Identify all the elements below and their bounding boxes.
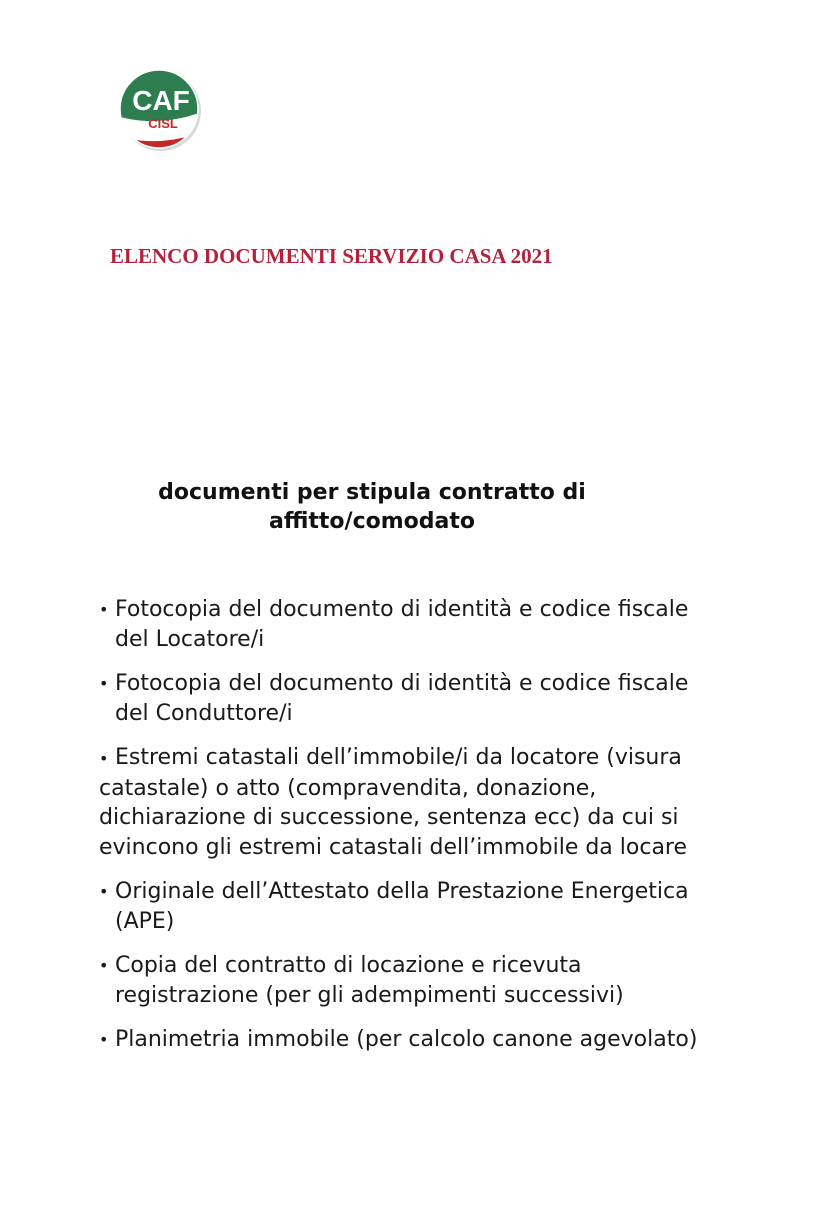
list-item-text: Planimetria immobile (per calcolo canone agevolato) <box>115 1027 698 1052</box>
bullet-icon: • <box>99 749 109 768</box>
section-heading-line-2: affitto/comodato <box>269 509 475 534</box>
list-item-text: Fotocopia del documento di identità e codice fiscale del Conduttore/i <box>115 671 689 726</box>
list-item-text: Originale dell’Attestato della Prestazione Energetica (APE) <box>115 879 689 934</box>
list-item <box>99 877 719 936</box>
list-item <box>99 669 719 728</box>
document-list <box>99 595 719 1070</box>
section-heading-line-1: documenti per stipula contratto di <box>158 480 586 505</box>
document-title: ELENCO DOCUMENTI SERVIZIO CASA 2021 <box>110 244 553 268</box>
list-item <box>99 743 719 862</box>
bullet-icon: • <box>99 1030 109 1049</box>
logo-cisl-text: CISL <box>148 116 178 131</box>
list-item <box>99 1025 719 1055</box>
bullet-icon: • <box>99 600 109 619</box>
caf-cisl-logo <box>116 66 202 152</box>
bullet-icon: • <box>99 882 109 901</box>
section-heading <box>110 478 634 536</box>
list-item-text: Copia del contratto di locazione e ricevuta registrazione (per gli adempimenti successivi) <box>115 953 624 1008</box>
logo-caf-text: CAF <box>132 85 190 116</box>
list-item-text: Fotocopia del documento di identità e codice fiscale del Locatore/i <box>115 597 689 652</box>
bullet-icon: • <box>99 956 109 975</box>
list-item-text: Estremi catastali dell’immobile/i da locatore (visura catastale) o atto (compravendita, donazione, dichiarazione di successione, sentenza ecc) da cui si evincono gli estremi catastali dell’immobile da locare <box>99 745 688 860</box>
list-item <box>99 951 719 1010</box>
list-item <box>99 595 719 654</box>
bullet-icon: • <box>99 674 109 693</box>
